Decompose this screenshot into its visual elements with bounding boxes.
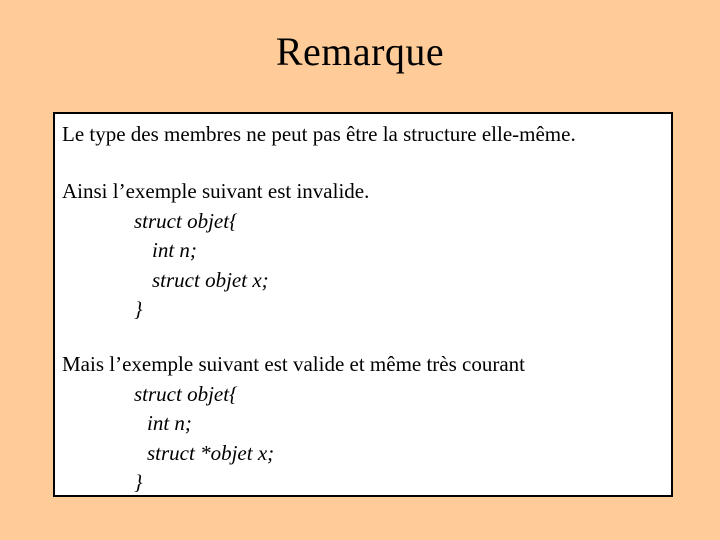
invalid-example-intro: Ainsi l’exemple suivant est invalide. — [62, 179, 370, 203]
invalid-code-line-4: } — [134, 297, 143, 321]
valid-code-line-4: } — [134, 470, 143, 494]
valid-code-line-1: struct objet{ — [134, 382, 238, 406]
statement-text: Le type des membres ne peut pas être la structure elle-même. — [62, 122, 576, 146]
valid-code-line-3: struct *objet x; — [147, 441, 275, 465]
invalid-code-line-3: struct objet x; — [152, 268, 269, 292]
content-box — [53, 112, 673, 497]
invalid-code-line-1: struct objet{ — [134, 209, 238, 233]
valid-code-line-2: int n; — [147, 411, 192, 435]
invalid-code-line-2: int n; — [152, 238, 197, 262]
slide-title: Remarque — [275, 29, 445, 74]
valid-example-intro: Mais l’exemple suivant est valide et même très courant — [62, 352, 526, 376]
